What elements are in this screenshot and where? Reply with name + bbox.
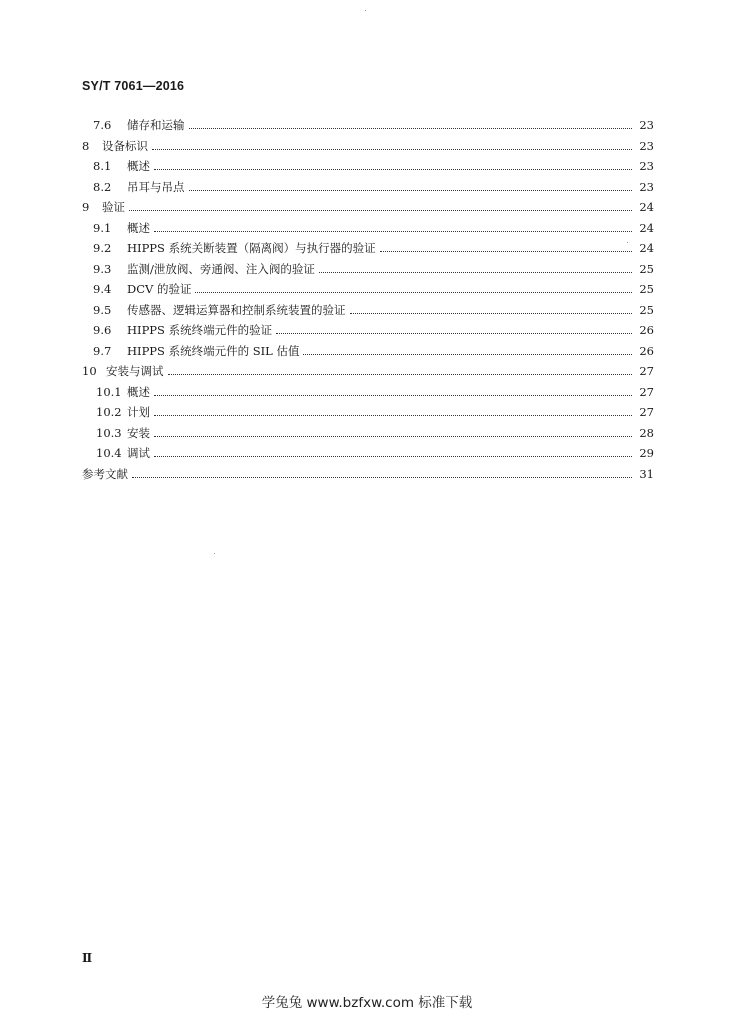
toc-entry[interactable] <box>96 401 654 419</box>
toc-entry-number: 10.1 <box>96 384 122 399</box>
toc-entry-number: 10.4 <box>96 446 122 460</box>
toc-entry-title: HIPPS 系统关断装置（隔离阀）与执行器的验证 <box>127 241 376 255</box>
toc-entry-page: 29 <box>639 446 654 460</box>
toc-entry-page: 23 <box>639 118 654 132</box>
toc-entry-number: 8.2 <box>93 179 112 194</box>
toc-entry[interactable] <box>82 463 654 481</box>
toc-entry-number: 9.4 <box>93 282 112 296</box>
toc-entry[interactable] <box>82 360 654 378</box>
toc-leader-dots <box>154 415 632 416</box>
toc-entry[interactable] <box>82 135 654 153</box>
toc-entry-number: 10.3 <box>96 425 122 440</box>
toc-entry-number: 9.5 <box>93 302 112 317</box>
watermark-text: 学兔兔 www.bzfxw.com 标准下载 <box>261 995 473 1011</box>
scan-speck <box>214 553 215 554</box>
toc-entry[interactable] <box>93 114 654 132</box>
toc-entry[interactable] <box>96 381 654 399</box>
toc-entry-number: 9.6 <box>93 323 112 337</box>
toc-entry-title: DCV 的验证 <box>127 282 192 296</box>
toc-entry-page: 24 <box>639 220 654 235</box>
toc-entry[interactable] <box>93 319 654 337</box>
scan-speck <box>365 10 366 11</box>
toc-leader-dots <box>154 456 632 457</box>
toc-leader-dots <box>168 374 633 375</box>
toc-leader-dots <box>350 313 633 314</box>
toc-entry-page: 25 <box>639 261 654 276</box>
toc-entry-page: 23 <box>639 179 654 194</box>
toc-entry-page: 26 <box>639 323 654 337</box>
toc-entry-number: 9.3 <box>93 261 112 276</box>
toc-entry-title: 储存和运输 <box>127 118 185 132</box>
toc-entry-title: 传感器、逻辑运算器和控制系统装置的验证 <box>127 302 346 317</box>
toc-entry-page: 31 <box>639 466 654 481</box>
toc-entry-title: 吊耳与吊点 <box>127 179 185 194</box>
toc-entry-page: 23 <box>639 138 654 153</box>
toc-entry-page: 25 <box>639 282 654 296</box>
toc-leader-dots <box>189 128 633 129</box>
toc-entry-number: 9 <box>82 200 90 214</box>
toc-entry-title: 概述 <box>127 159 150 173</box>
toc-leader-dots <box>319 272 632 273</box>
toc-entry-number: 10 <box>82 364 97 378</box>
toc-entry[interactable] <box>93 278 654 296</box>
toc-leader-dots <box>152 149 632 150</box>
toc-leader-dots <box>195 292 632 293</box>
toc-entry-title: 安装 <box>127 425 150 440</box>
toc-leader-dots <box>154 169 632 170</box>
toc-leader-dots <box>154 436 632 437</box>
toc-entry[interactable] <box>93 217 654 235</box>
toc-entry[interactable] <box>93 176 654 194</box>
toc-entry-title: 概述 <box>127 220 150 235</box>
toc-leader-dots <box>189 190 633 191</box>
toc-entry-page: 23 <box>639 159 654 173</box>
toc-entry-page: 24 <box>639 241 654 255</box>
document-header: SY/T 7061—2016 <box>82 79 185 93</box>
toc-entry[interactable] <box>93 299 654 317</box>
toc-entry-number: 9.2 <box>93 241 112 255</box>
toc-entry-page: 25 <box>639 302 654 317</box>
toc-entry[interactable] <box>96 442 654 460</box>
toc-entry-page: 26 <box>639 343 654 358</box>
toc-entry-page: 27 <box>639 405 654 419</box>
toc-entry-number: 9.7 <box>93 343 112 358</box>
toc-entry[interactable] <box>93 340 654 358</box>
toc-entry-page: 27 <box>639 364 654 378</box>
toc-entry-number: 9.1 <box>93 220 112 235</box>
toc-entry-page: 24 <box>639 200 654 214</box>
scan-speck <box>627 242 628 243</box>
toc-leader-dots <box>132 477 632 478</box>
toc-leader-dots <box>276 333 632 334</box>
toc-entry-page: 27 <box>639 384 654 399</box>
toc-entry-title: 验证 <box>102 200 125 214</box>
toc-entry-title: 监测/泄放阀、旁通阀、注入阀的验证 <box>127 261 315 276</box>
toc-entry-number: 10.2 <box>96 405 122 419</box>
toc-entry[interactable] <box>93 237 654 255</box>
toc-leader-dots <box>129 210 632 211</box>
toc-entry-title: 概述 <box>127 384 150 399</box>
toc-leader-dots <box>303 354 632 355</box>
toc-entry-number: 8 <box>82 138 90 153</box>
toc-leader-dots <box>154 231 632 232</box>
toc-entry[interactable] <box>93 258 654 276</box>
toc-entry[interactable] <box>96 422 654 440</box>
toc-entry-title: HIPPS 系统终端元件的 SIL 估值 <box>127 343 300 358</box>
page-number: Ⅱ <box>82 951 93 965</box>
toc-entry-title: 设备标识 <box>102 138 148 153</box>
toc-leader-dots <box>154 395 632 396</box>
toc-entry-title: 计划 <box>127 405 150 419</box>
toc-entry-title: 安装与调试 <box>106 364 164 378</box>
toc-entry-page: 28 <box>639 425 654 440</box>
toc-entry-title: 调试 <box>127 446 150 460</box>
toc-entry-title: HIPPS 系统终端元件的验证 <box>127 323 273 337</box>
toc-leader-dots <box>380 251 632 252</box>
toc-entry-title: 参考文献 <box>82 466 128 481</box>
toc-entry-number: 8.1 <box>93 159 112 173</box>
toc-entry-number: 7.6 <box>93 118 112 132</box>
toc-entry[interactable] <box>82 196 654 214</box>
toc-entry[interactable] <box>93 155 654 173</box>
